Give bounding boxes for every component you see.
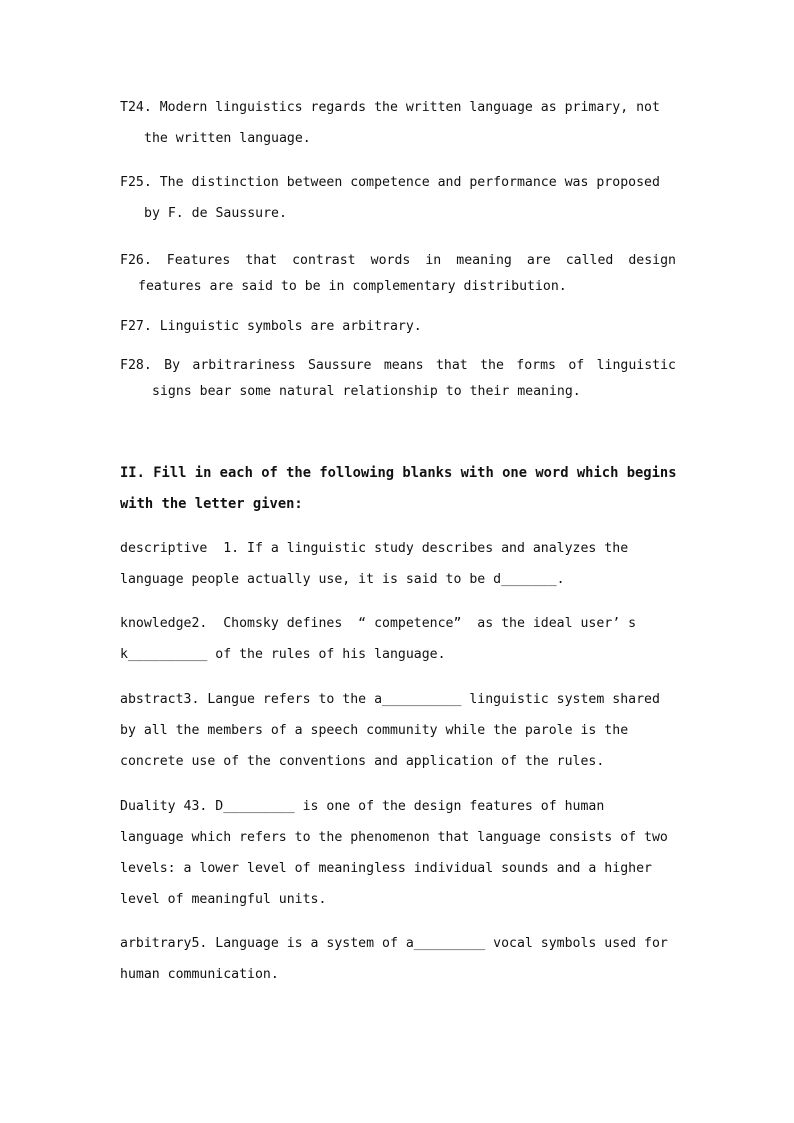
item-line: language which refers to the phenomenon that language consists of two [120, 830, 668, 845]
tf-item-f25 [120, 173, 676, 235]
item-line: Duality 43. D_________ is one of the design features of human [120, 799, 605, 814]
item-line: concrete use of the conventions and application of the rules. [120, 754, 605, 769]
item-line: T24. Modern linguistics regards the written language as primary, not [120, 100, 660, 115]
item-line: F26. Features that contrast words in meaning are called design [120, 253, 676, 268]
item-line: F25. The distinction between competence and performance was proposed [120, 175, 660, 190]
item-line: descriptive 1. If a linguistic study describes and analyzes the [120, 541, 629, 556]
item-line: F27. Linguistic symbols are arbitrary. [120, 319, 422, 334]
fill-item-q2 [120, 614, 676, 676]
tf-item-f26 [120, 251, 676, 303]
item-line: F28. By arbitrariness Saussure means that the forms of linguistic [120, 358, 676, 373]
item-line: k__________ of the rules of his language. [120, 647, 446, 662]
item-line: by F. de Saussure. [144, 206, 287, 221]
fill-item-q3 [120, 690, 676, 783]
heading-line: II. Fill in each of the following blanks with one word which begins [120, 465, 677, 481]
item-line: language people actually use, it is said to be d_______. [120, 572, 565, 587]
item-line: knowledge2. Chomsky defines “ competence” as the ideal user’ s [120, 616, 637, 631]
heading-line: with the letter given: [120, 496, 303, 512]
fill-item-q5 [120, 934, 676, 996]
item-line: human communication. [120, 967, 279, 982]
tf-item-t24 [120, 98, 676, 160]
tf-item-f27 [120, 317, 676, 348]
item-line: level of meaningful units. [120, 892, 327, 907]
item-line: abstract3. Langue refers to the a__________ linguistic system shared [120, 692, 660, 707]
item-line: features are said to be in complementary distribution. [138, 279, 567, 294]
fill-item-q4 [120, 797, 676, 921]
item-line: signs bear some natural relationship to their meaning. [152, 384, 581, 399]
item-line: the written language. [144, 131, 311, 146]
section-heading [120, 463, 676, 525]
item-line: levels: a lower level of meaningless individual sounds and a higher [120, 861, 652, 876]
fill-item-q1 [120, 539, 676, 601]
tf-item-f28 [120, 356, 676, 408]
item-line: arbitrary5. Language is a system of a_________ vocal symbols used for [120, 936, 668, 951]
item-line: by all the members of a speech community while the parole is the [120, 723, 629, 738]
